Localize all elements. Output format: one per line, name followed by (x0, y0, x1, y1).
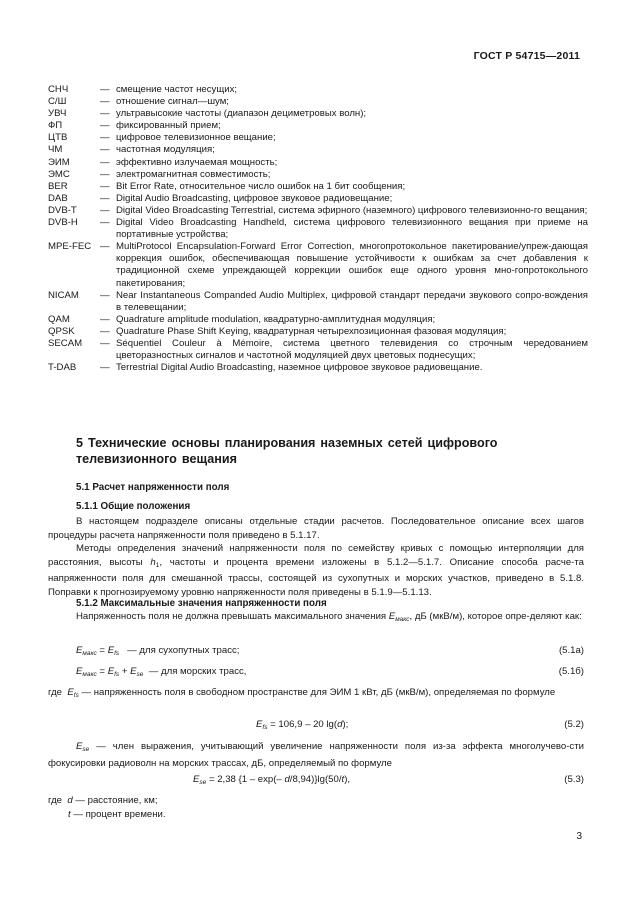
abbreviation-key: DAB (48, 192, 68, 204)
abbreviation-key: QAM (48, 313, 70, 325)
abbreviation-key: СНЧ (48, 84, 69, 95)
abbreviation-row (48, 241, 588, 289)
subsection-5-1-1-title: 5.1.1 Общие положения (76, 501, 191, 512)
abbreviation-key: DVB-T (48, 204, 77, 216)
abbreviation-text: Digital Video Broadcasting Handheld, система цифрового телевизионного вещания при приеме на портативные устройства; (116, 217, 588, 241)
abbreviation-text: Digital Video Broadcasting Terrestrial, система эфирного (наземного) цифрового телевизионно-го вещания; (116, 204, 588, 216)
abbreviation-text: Terrestrial Digital Audio Broadcasting, наземное цифровое звуковое радиовещание. (116, 362, 483, 374)
abbreviation-key: ЦТВ (48, 132, 68, 144)
abbreviation-key: BER (48, 180, 68, 192)
abbreviation-text: цифровое телевизионное вещание; (116, 132, 276, 144)
abbreviation-row (48, 181, 588, 193)
subsection-5-1-title: 5.1 Расчет напряженности поля (76, 482, 230, 493)
abbreviation-key: MPE-FEC (48, 241, 92, 253)
abbreviation-row (48, 96, 588, 108)
equation-5-2-number: (5.2) (564, 719, 584, 730)
abbreviation-dash: — (100, 362, 110, 374)
where-efs: где $E_{fs}$ — напряженность поля в свободном пространстве для ЭИМ 1 кВт, дБ (мкВ/м), определяемая по формуле (48, 687, 556, 699)
abbreviation-text: MultiProtocol Encapsulation-Forward Error Correction, многопротокольное пакетирование/упреж-дающая коррекция ошибок, обеспечивающая повышение устойчивости к ошибкам за счет добавления к традиционной схеме упреждающей коррекции ошибок еще одного уровня мно-гопротокольного пакетирования; (116, 241, 588, 289)
abbreviation-dash: — (100, 168, 110, 180)
equation-5-1b: $E_{макс} = E_{fs} + E_{se}$ — для морских трасс, (76, 666, 247, 678)
abbreviation-key: DVB-H (48, 217, 78, 229)
paragraph-ese: $E_{se}$ — член выражения, учитывающий увеличение напряженности поля из-за эффекта многолучево-сти фокусировки радиоволн на морских трассах, дБ, определяемый по формуле (48, 741, 584, 769)
abbreviation-dash: — (100, 96, 110, 108)
paragraph-5-1-1-1: В настоящем подразделе описаны отдельные стадии расчетов. Последовательное описание всех шагов процедуры расчета напряженности поля приведено в 5.1.17. (48, 516, 584, 541)
abbreviation-dash: — (100, 313, 110, 325)
abbreviation-row (48, 338, 588, 362)
abbreviation-text: Near Instantaneous Companded Audio Multiplex, цифровой стандарт передачи звукового сопро-вождения в телевещании; (116, 289, 588, 313)
abbreviation-row (48, 157, 588, 169)
where-d: где d — расстояние, км; (48, 795, 158, 806)
abbreviation-text: Séquentiel Couleur à Mémoire, система цветного телевидения со строчным чередованием цветоразностных сигналов и частотной модуляцией двух цветовых поднесущих; (116, 337, 588, 362)
abbreviation-key: NICAM (48, 289, 79, 301)
paragraph-5-1-1-2: Методы определения значений напряженности поля по семейству кривых с помощью интерполяции для расстояния, высоты $h_1$, частоты и процента времени изложены в 5.1.2—5.1.7. Описание способа расче-та напряженности поля для смешанной трассы, состоящей из сухопутных и морских участков, приведено в 5.1.8. Поправки к прогнозируемому уровню напряженности поля приведены в 5.1.9—5.1.13. (48, 543, 584, 599)
standard-header: ГОСТ Р 54715—2011 (473, 50, 580, 62)
abbreviation-dash: — (100, 108, 110, 120)
where-t: t — процент времени. (68, 809, 166, 820)
equation-5-1a: $E_{макс} = E_{fs}$ — для сухопутных трасс; (76, 645, 240, 657)
abbreviation-text: смещение частот несущих; (116, 84, 238, 95)
abbreviation-key: ЭИМ (48, 156, 70, 168)
abbreviation-key: ЧМ (48, 144, 63, 156)
abbreviation-row (48, 169, 588, 181)
abbreviation-text: ультравысокие частоты (диапазон дециметровых волн); (116, 108, 367, 120)
abbreviation-text: отношение сигнал—шум; (116, 96, 229, 108)
subsection-5-1-2-title: 5.1.2 Максимальные значения напряженности поля (76, 598, 327, 609)
abbreviation-dash: — (100, 156, 110, 168)
abbreviation-text: частотная модуляция; (116, 144, 215, 156)
abbreviation-row (48, 326, 588, 338)
abbreviation-dash: — (100, 180, 110, 192)
abbreviation-text: Quadrature amplitude modulation, квадратурно-амплитудная модуляция; (116, 313, 436, 325)
abbreviation-row (48, 205, 588, 217)
abbreviation-row (48, 314, 588, 326)
abbreviation-dash: — (100, 192, 110, 204)
abbreviation-row (48, 132, 588, 144)
abbreviation-text: электромагнитная совместимость; (116, 168, 271, 180)
abbreviation-dash: — (100, 84, 110, 95)
abbreviation-key: УВЧ (48, 108, 67, 120)
equation-5-1b-number: (5.1б) (558, 666, 584, 677)
abbreviation-dash: — (100, 204, 110, 216)
paragraph-5-1-2: Напряженность поля не должна превышать максимального значения $E_{макс}$, дБ (мкВ/м), которое опре-деляют как: (76, 611, 582, 623)
abbreviation-key: ЭМС (48, 168, 70, 180)
abbreviation-key: T-DAB (48, 362, 77, 374)
abbreviation-row (48, 144, 588, 156)
equation-5-3: $E_{se} = 2,38$ {1 – exp(– d/8,94)}lg(50/t), (193, 774, 351, 786)
equation-5-2: $E_{fs} = 106,9 - 20$ lg(d); (256, 719, 349, 731)
abbreviation-dash: — (100, 144, 110, 156)
abbreviation-key: ФП (48, 120, 63, 132)
abbreviation-row (48, 120, 588, 132)
abbreviation-row (48, 84, 588, 96)
abbreviation-row (48, 108, 588, 120)
abbreviation-dash: — (100, 217, 110, 229)
abbreviation-row (48, 193, 588, 205)
abbreviation-list (48, 84, 588, 374)
abbreviation-text: Quadrature Phase Shift Keying, квадратурная четырехпозиционная фазовая модуляция; (116, 325, 507, 337)
abbreviation-dash: — (100, 120, 110, 132)
abbreviation-text: Bit Error Rate, относительное число ошибок на 1 бит сообщения; (116, 180, 406, 192)
abbreviation-dash: — (100, 289, 110, 301)
abbreviation-dash: — (100, 132, 110, 144)
abbreviation-row (48, 362, 588, 374)
abbreviation-text: Digital Audio Broadcasting, цифровое звуковое радиовещание; (116, 192, 393, 204)
abbreviation-row (48, 290, 588, 314)
abbreviation-text: эффективно излучаемая мощность; (116, 156, 278, 168)
equation-5-3-number: (5.3) (564, 774, 584, 785)
abbreviation-key: С/Ш (48, 96, 67, 108)
abbreviation-dash: — (100, 241, 110, 253)
abbreviation-dash: — (100, 337, 110, 349)
abbreviation-key: QPSK (48, 325, 75, 337)
abbreviation-key: SECAM (48, 337, 83, 349)
abbreviation-row (48, 217, 588, 241)
abbreviation-text: фиксированный прием; (116, 120, 221, 132)
section-5-title: 5 Технические основы планирования наземных сетей цифрового телевизионного вещания (76, 436, 498, 466)
equation-5-1a-number: (5.1а) (558, 645, 584, 656)
page-number: 3 (576, 831, 582, 842)
abbreviation-dash: — (100, 325, 110, 337)
